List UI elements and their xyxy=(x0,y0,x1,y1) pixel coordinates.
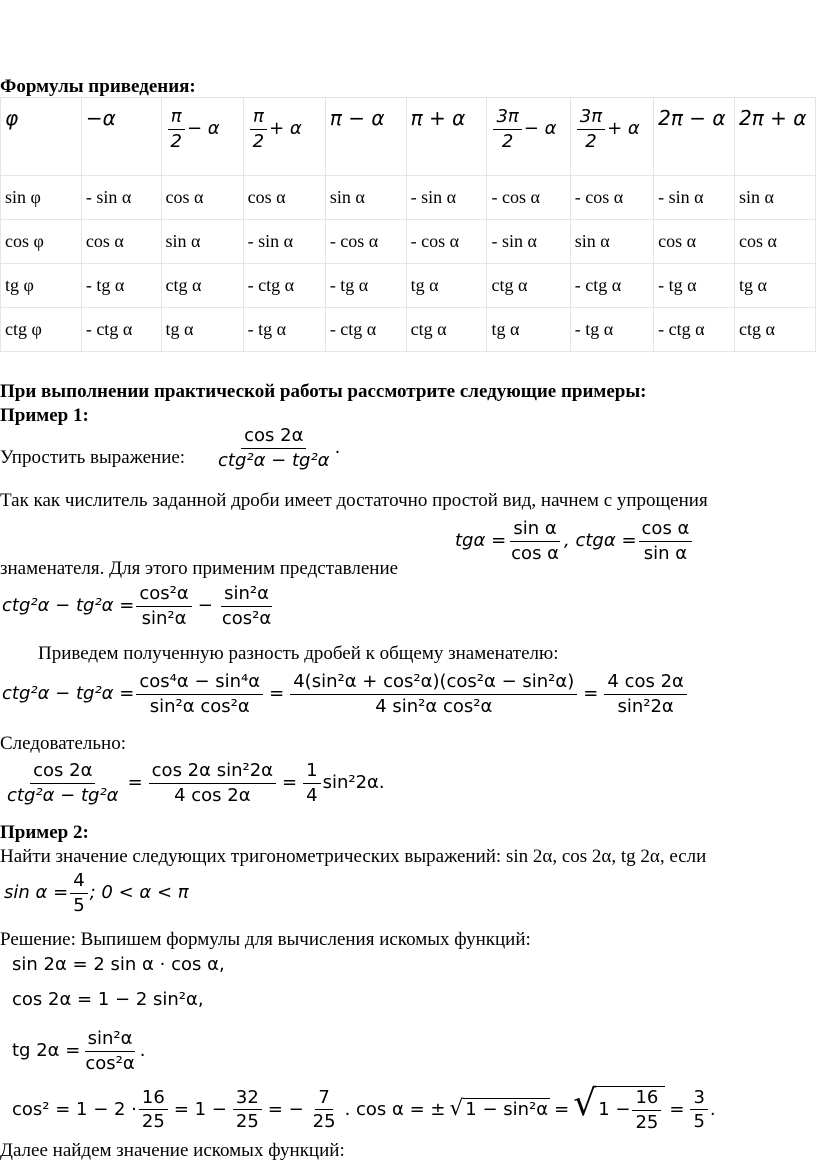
sqrt2-pre: 1 − xyxy=(598,1099,631,1121)
simplify-expression xyxy=(213,425,340,471)
table-cell: - ctg α xyxy=(243,264,325,308)
frac-den: 2 xyxy=(252,130,265,152)
table-cell: - sin α xyxy=(406,176,487,220)
frac-num: 4 cos 2α xyxy=(604,671,687,695)
header-text: −α xyxy=(85,106,116,130)
frac-num: cos α xyxy=(639,518,693,542)
equals: = xyxy=(269,683,285,705)
common-denominator-text: Приведем полученную разность дробей к общему знаменателю: xyxy=(38,643,559,664)
table-cell: ctg α xyxy=(406,308,487,352)
table-cell: sin α xyxy=(325,176,406,220)
table-header-cell xyxy=(243,98,325,176)
frac-num: cos 2α xyxy=(241,425,306,449)
frac-num: 1 xyxy=(303,760,320,784)
frac-num: cos 2α sin²2α xyxy=(149,760,276,784)
header-suffix: + α xyxy=(269,118,302,140)
header-expression xyxy=(166,106,220,152)
table-cell: tg α xyxy=(161,308,243,352)
table-cell: tg α xyxy=(735,264,816,308)
frac-num: sin α xyxy=(510,518,559,542)
table-cell: - sin α xyxy=(487,220,570,264)
table-cell: - sin α xyxy=(81,176,161,220)
header-text: 2π − α xyxy=(658,106,726,130)
equals: = xyxy=(583,683,599,705)
table-cell: ctg α xyxy=(735,308,816,352)
formula-sin2a: sin 2α = 2 sin α · cos α, xyxy=(12,954,225,975)
frac-den: 2 xyxy=(170,130,182,152)
period: . xyxy=(334,437,341,459)
table-header-cell xyxy=(735,98,816,176)
given-rest: ; 0 < α < π xyxy=(89,882,189,904)
table-header-cell xyxy=(487,98,570,176)
frac-num: sin²α xyxy=(85,1028,136,1052)
table-header-row xyxy=(1,98,816,176)
minus: − xyxy=(197,595,213,617)
table-header-cell xyxy=(570,98,653,176)
simplify-label: Упростить выражение: xyxy=(0,447,186,468)
calc-eq3: = xyxy=(669,1098,685,1120)
table-cell: ctg α xyxy=(487,264,570,308)
frac-den: 4 xyxy=(306,784,318,806)
table-cell: - ctg α xyxy=(325,308,406,352)
table-header-cell xyxy=(81,98,161,176)
table-cell: - tg α xyxy=(325,264,406,308)
table-row xyxy=(1,220,816,264)
table-header-cell xyxy=(1,98,82,176)
tg2a-end: . xyxy=(139,1040,146,1062)
frac-den: sin²2α xyxy=(617,695,674,717)
table-header-cell xyxy=(325,98,406,176)
sqrt-radicand: 1 − sin²α xyxy=(465,1099,549,1121)
frac-den: 25 xyxy=(235,1111,259,1133)
frac-num: cos⁴α − sin⁴α xyxy=(136,671,263,695)
table-cell: - cos α xyxy=(325,220,406,264)
frac-num: cos²α xyxy=(136,583,191,607)
table-cell: cos α xyxy=(243,176,325,220)
header-suffix: − α xyxy=(523,118,557,140)
practice-heading: При выполнении практической работы рассмотрите следующие примеры: xyxy=(0,381,647,402)
frac-num: sin²α xyxy=(221,583,272,607)
tg2a-lhs: tg 2α = xyxy=(12,1040,81,1062)
table-cell: cos φ xyxy=(1,220,82,264)
calc-lhs: cos² = 1 − 2 · xyxy=(12,1098,137,1120)
frac-num: 3π xyxy=(577,106,605,130)
frac-den: 4 sin²α cos²α xyxy=(375,695,493,717)
result-expression xyxy=(2,760,385,806)
example2-task: Найти значение следующих тригонометрических выражений: sin 2α, cos 2α, tg 2α, если xyxy=(0,846,707,867)
frac-den: sin²α xyxy=(141,607,187,629)
table-cell: - cos α xyxy=(570,176,653,220)
table-header-cell xyxy=(654,98,735,176)
frac-num: 7 xyxy=(315,1087,332,1111)
formula-cos2a: cos 2α = 1 − 2 sin²α, xyxy=(12,989,204,1010)
table-cell: cos α xyxy=(81,220,161,264)
frac-den: sin²α cos²α xyxy=(149,695,250,717)
given-lhs: sin α = xyxy=(4,882,69,904)
given-condition xyxy=(4,870,189,916)
table-cell: cos α xyxy=(654,220,735,264)
table-cell: tg α xyxy=(406,264,487,308)
example1-title: Пример 1: xyxy=(0,405,89,426)
therefore-text: Следовательно: xyxy=(0,733,126,754)
frac-num: 16 xyxy=(632,1087,661,1111)
table-cell: - sin α xyxy=(654,176,735,220)
calc-eq-minus: = − xyxy=(267,1098,304,1120)
header-expression xyxy=(248,106,302,152)
frac-den: sin α xyxy=(643,542,688,564)
ctga-label: , ctgα = xyxy=(564,530,637,552)
header-text: 2π + α xyxy=(739,106,807,130)
frac-den: 25 xyxy=(635,1111,659,1133)
sqrt-expression xyxy=(573,1083,665,1133)
sqrt-radicand xyxy=(596,1086,665,1133)
frac-den: ctg²α − tg²α xyxy=(7,784,119,806)
table-cell: tg φ xyxy=(1,264,82,308)
table-header-cell xyxy=(406,98,487,176)
common-denominator-expression xyxy=(2,671,689,717)
sqrt-icon: √ xyxy=(573,1083,597,1124)
frac-den: 2 xyxy=(585,130,597,152)
equals: = xyxy=(282,772,298,794)
example2-title: Пример 2: xyxy=(0,822,89,843)
table-cell: - sin α xyxy=(243,220,325,264)
solution-text: Решение: Выпишем формулы для вычисления искомых функций: xyxy=(0,929,531,950)
header-suffix: − α xyxy=(186,118,220,140)
frac-num: π xyxy=(168,106,185,130)
tga-label: tgα = xyxy=(455,530,507,552)
header-text: π + α xyxy=(410,106,466,130)
frac-den: cos²α xyxy=(85,1052,135,1074)
table-cell: - tg α xyxy=(570,308,653,352)
frac-num: cos 2α xyxy=(30,760,95,784)
table-cell: - ctg α xyxy=(654,308,735,352)
frac-den: 5 xyxy=(73,894,85,916)
tg-ctg-representation xyxy=(455,518,694,564)
table-row xyxy=(1,176,816,220)
table-row xyxy=(1,264,816,308)
table-cell: - tg α xyxy=(243,308,325,352)
table-cell: sin α xyxy=(570,220,653,264)
calc-eq2: = xyxy=(554,1098,570,1120)
table-cell: sin φ xyxy=(1,176,82,220)
frac-den: cos α xyxy=(511,542,560,564)
sqrt-icon: √ xyxy=(449,1096,464,1122)
header-expression xyxy=(575,106,640,152)
frac-den: 5 xyxy=(693,1111,705,1133)
frac-num: 32 xyxy=(233,1087,262,1111)
reduction-formulas-table xyxy=(0,97,816,352)
equals: = xyxy=(127,772,143,794)
calc-dot: . xyxy=(709,1098,716,1120)
difference-expression xyxy=(2,583,276,629)
table-row xyxy=(1,308,816,352)
frac-num: 16 xyxy=(139,1087,168,1111)
lhs: ctg²α − tg²α = xyxy=(2,595,135,617)
frac-den: 4 cos 2α xyxy=(174,784,251,806)
header-text: φ xyxy=(5,106,19,130)
frac-den: ctg²α − tg²α xyxy=(218,449,330,471)
formula-tg2a xyxy=(12,1028,145,1074)
table-cell: - ctg α xyxy=(81,308,161,352)
frac-den: 2 xyxy=(501,130,514,152)
example1-text-line1: Так как числитель заданной дроби имеет достаточно простой вид, начнем с упрощения xyxy=(0,490,708,511)
table-cell: cos α xyxy=(161,176,243,220)
table-cell: ctg φ xyxy=(1,308,82,352)
header-suffix: + α xyxy=(607,118,640,140)
table-cell: - ctg α xyxy=(570,264,653,308)
table-cell: - tg α xyxy=(81,264,161,308)
sqrt-expression xyxy=(450,1098,551,1121)
table-cell: - tg α xyxy=(654,264,735,308)
frac-num: 4(sin²α + cos²α)(cos²α − sin²α) xyxy=(290,671,577,695)
example1-text-line2: знаменателя. Для этого применим представление xyxy=(0,558,399,579)
table-cell: - cos α xyxy=(487,176,570,220)
next-text: Далее найдем значение искомых функций: xyxy=(0,1140,345,1161)
header-text: π − α xyxy=(329,106,385,130)
frac-den: 25 xyxy=(141,1111,165,1133)
frac-num: 4 xyxy=(70,870,87,894)
frac-num: 3 xyxy=(690,1087,707,1111)
frac-num: 3π xyxy=(493,106,521,130)
table-cell: ctg α xyxy=(161,264,243,308)
table-cell: cos α xyxy=(735,220,816,264)
table-cell: sin α xyxy=(735,176,816,220)
table-cell: sin α xyxy=(161,220,243,264)
frac-num: π xyxy=(250,106,267,130)
result-tail: sin²2α. xyxy=(322,772,385,794)
table-cell: tg α xyxy=(487,308,570,352)
lhs: ctg²α − tg²α = xyxy=(2,683,135,705)
formulas-heading: Формулы приведения: xyxy=(0,76,196,97)
calc-eq1: = 1 − xyxy=(173,1098,227,1120)
header-expression xyxy=(491,106,556,152)
table-header-cell xyxy=(161,98,243,176)
frac-den: 25 xyxy=(312,1111,336,1133)
cosa-eq: . cos α = ± xyxy=(344,1098,446,1120)
frac-den: cos²α xyxy=(221,607,272,629)
table-cell: - cos α xyxy=(406,220,487,264)
cos-calculation xyxy=(12,1083,716,1133)
